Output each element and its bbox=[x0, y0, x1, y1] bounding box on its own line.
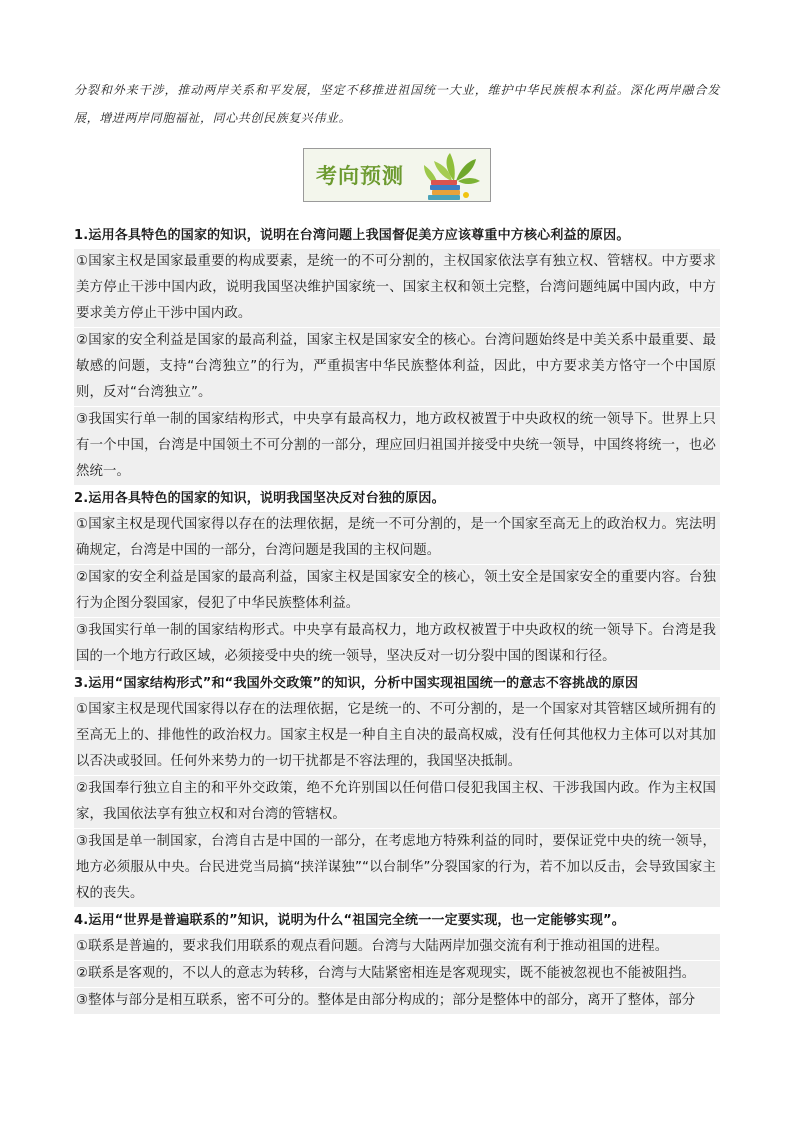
answer-item: ②我国奉行独立自主的和平外交政策，绝不允许别国以任何借口侵犯我国主权、干涉我国内政。作为主权国家，我国依法享有独立权和对台湾的管辖权。 bbox=[74, 776, 720, 828]
answer-item: ②国家的安全利益是国家的最高利益，国家主权是国家安全的核心。台湾问题始终是中美关系中最重要、最敏感的问题，支持“台湾独立”的行为，严重损害中华民族整体利益，因此，中方要求美方恪守一个中国原则，反对“台湾独立”。 bbox=[74, 328, 720, 406]
answer-item: ①国家主权是现代国家得以存在的法理依据，是统一不可分割的，是一个国家至高无上的政治权力。宪法明确规定，台湾是中国的一部分，台湾问题是我国的主权问题。 bbox=[74, 512, 720, 564]
intro-paragraph: 分裂和外来干涉，推动两岸关系和平发展，坚定不移推进祖国统一大业，维护中华民族根本利益。深化两岸融合发展，增进两岸同胞福祉，同心共创民族复兴伟业。 bbox=[74, 83, 720, 125]
answer-item: ③我国是单一制国家，台湾自古是中国的一部分，在考虑地方特殊利益的同时，要保证党中央的统一领导，地方必须服从中央。台民进党当局搞“挟洋谋独”“以台制华”分裂国家的行为，若不加以反击，会导致国家主权的丧失。 bbox=[74, 829, 720, 907]
books-plant-icon bbox=[416, 151, 482, 205]
document-page bbox=[74, 0, 720, 1015]
question-title: 1.运用各具特色的国家的知识，说明在台湾问题上我国督促美方应该尊重中方核心利益的原因。 bbox=[74, 228, 630, 243]
answer-item: ①联系是普遍的，要求我们用联系的观点看问题。台湾与大陆两岸加强交流有利于推动祖国的进程。 bbox=[74, 934, 720, 960]
answer-item: ①国家主权是国家最重要的构成要素，是统一的不可分割的，主权国家依法享有独立权、管辖权。中方要求美方停止干涉中国内政，说明我国坚决维护国家统一、国家主权和领土完整，台湾问题纯属中国内政，中方要求美方停止干涉中国内政。 bbox=[74, 249, 720, 327]
answer-item: ③我国实行单一制的国家结构形式。中央享有最高权力，地方政权被置于中央政权的统一领导下。台湾是我国的一个地方行政区域，必须接受中央的统一领导，坚决反对一切分裂中国的图谋和行径。 bbox=[74, 618, 720, 670]
question-title: 3.运用“国家结构形式”和“我国外交政策”的知识，分析中国实现祖国统一的意志不容挑战的原因 bbox=[74, 676, 639, 691]
question-title: 4.运用“世界是普遍联系的”知识，说明为什么“祖国完全统一一定要实现，也一定能够实现”。 bbox=[74, 913, 625, 928]
section-banner bbox=[303, 148, 491, 202]
question-title: 2.运用各具特色的国家的知识，说明我国坚决反对台独的原因。 bbox=[74, 491, 445, 506]
question-block-3 bbox=[74, 672, 720, 907]
banner-title: 考向预测 bbox=[316, 164, 404, 188]
answer-item: ②联系是客观的，不以人的意志为转移，台湾与大陆紧密相连是客观现实，既不能被忽视也不能被阻挡。 bbox=[74, 961, 720, 987]
question-block-1 bbox=[74, 224, 720, 485]
answer-item: ③整体与部分是相互联系，密不可分的。整体是由部分构成的；部分是整体中的部分，离开了整体，部分 bbox=[74, 988, 720, 1014]
question-block-4 bbox=[74, 909, 720, 1014]
question-block-2 bbox=[74, 487, 720, 670]
answer-item: ①国家主权是现代国家得以存在的法理依据，它是统一的、不可分割的，是一个国家对其管辖区域所拥有的至高无上的、排他性的政治权力。国家主权是一种自主自决的最高权威，没有任何其他权力主体可以对其加以否决或驳回。任何外来势力的一切干扰都是不容法理的，我国坚决抵制。 bbox=[74, 697, 720, 775]
answer-item: ②国家的安全利益是国家的最高利益，国家主权是国家安全的核心，领土安全是国家安全的重要内容。台独行为企图分裂国家，侵犯了中华民族整体利益。 bbox=[74, 565, 720, 617]
answer-item: ③我国实行单一制的国家结构形式，中央享有最高权力，地方政权被置于中央政权的统一领导下。世界上只有一个中国，台湾是中国领土不可分割的一部分，理应回归祖国并接受中央统一领导，中国终将统一，也必然统一。 bbox=[74, 407, 720, 485]
